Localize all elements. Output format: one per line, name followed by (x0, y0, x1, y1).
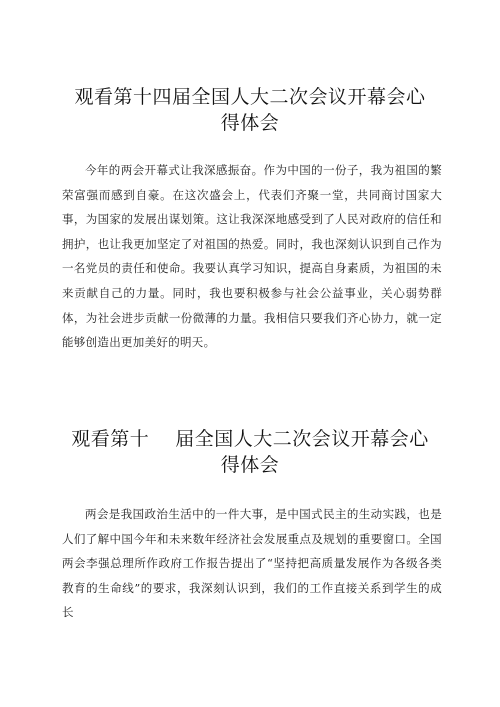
section-title (40, 426, 460, 478)
body-paragraph: 两会是我国政治生活中的一件大事，是中国式民主的生动实践，也是人们了解中国今年和未来数年经济社会发展重点及规划的重要窗口。全国两会李强总理所作政府工作报告提出了“坚持把高质量发展作为各级各类教育的生命线”的要求，我深刻认识到，我们的工作直接关系到学生的成长 (62, 507, 442, 620)
section-title-line: 得体会 (220, 112, 280, 134)
section-title-line: 得体会 (220, 454, 280, 476)
body-paragraph: 今年的两会开幕式让我深感振奋。作为中国的一份子，我为祖国的繁荣富强而感到自豪。在这次盛会上，代表们齐聚一堂，共同商讨国家大事，为国家的发展出谋划策。这让我深深地感受到了人民对政府的信任和拥护，也让我更加坚定了对祖国的热爱。同时，我也深刻认识到自己作为一名党员的责任和使命。我要认真学习知识，提高自身素质，为祖国的未来贡献自己的力量。同时，我也要积极参与社会公益事业，关心弱势群体，为社会进步贡献一份微薄的力量。我相信只要我们齐心协力，就一定能够创造出更加美好的明天。 (62, 163, 442, 350)
section-title-line: 观看第十 届全国人大二次会议开幕会心 (71, 428, 429, 450)
section-title (40, 84, 460, 136)
section-title-line: 观看第十四届全国人大二次会议开幕会心 (74, 86, 426, 108)
